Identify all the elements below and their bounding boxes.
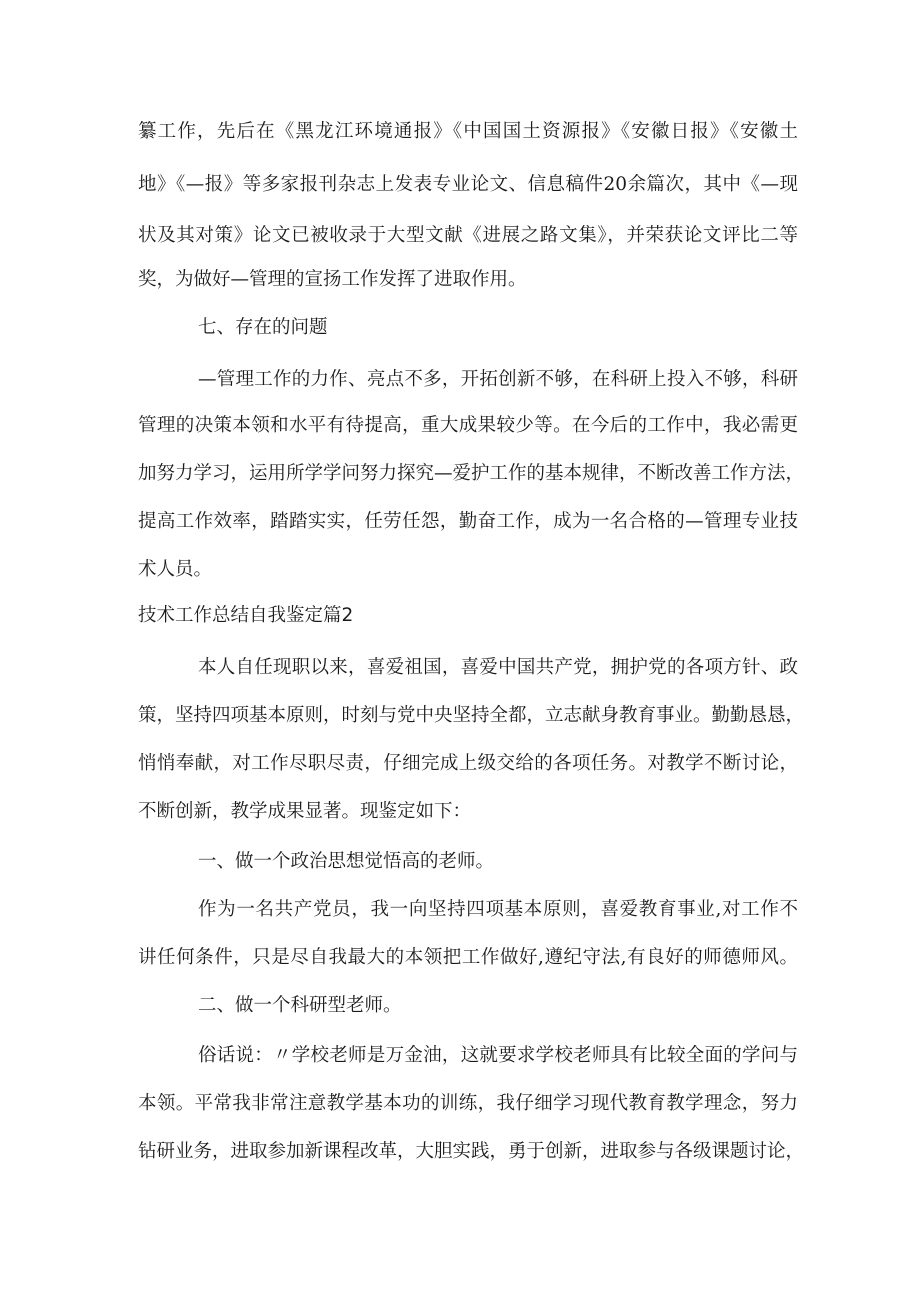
paragraph-line: 作为一名共产党员，我一向坚持四项基本原则，喜爱教育事业,对工作不 [198, 899, 798, 920]
paragraph-line: 俗话说：〃学校老师是万金油，这就要求学校老师具有比较全面的学问与 [198, 1045, 798, 1066]
section-heading: 一、做一个政治思想觉悟高的老师。 [198, 851, 495, 872]
paragraph-line: 本领。平常我非常注意教学基本功的训练，我仔细学习现代教育教学理念，努力 [138, 1093, 798, 1114]
section-heading: 二、做一个科研型老师。 [198, 995, 402, 1016]
paragraph-line: 地》《—报》等多家报刊杂志上发表专业论文、信息稿件20余篇次，其中《—现 [138, 174, 798, 195]
paragraph-line: 本人自任现职以来，喜爱祖国，喜爱中国共产党，拥护党的各项方针、政 [198, 657, 798, 678]
article-title: 技术工作总结自我鉴定篇2 [138, 605, 354, 626]
paragraph-line: 不断创新，教学成果显著。现鉴定如下： [138, 801, 472, 822]
paragraph-line: 状及其对策》论文已被收录于大型文献《进展之路文集》，并荣获论文评比二等 [138, 225, 798, 246]
paragraph-line: 悄悄奉献，对工作尽职尽责，仔细完成上级交给的各项任务。对教学不断讨论， [138, 753, 798, 774]
paragraph-line: 钻研业务，进取参加新课程改革，大胆实践，勇于创新，进取参与各级课题讨论， [138, 1141, 805, 1162]
paragraph-line: 术人员。 [138, 559, 213, 580]
section-heading: 七、存在的问题 [198, 317, 328, 338]
paragraph-line: 管理的决策本领和水平有待提高，重大成果较少等。在今后的工作中，我必需更 [138, 415, 798, 436]
paragraph-line: —管理工作的力作、亮点不多，开拓创新不够，在科研上投入不够，科研 [198, 369, 798, 390]
paragraph-line: 讲任何条件，只是尽自我最大的本领把工作做好,遵纪守法,有良好的师德师风。 [138, 947, 798, 968]
paragraph-line: 纂工作，先后在《黑龙江环境通报》《中国国土资源报》《安徽日报》《安徽土 [138, 121, 798, 142]
paragraph-line: 策，坚持四项基本原则，时刻与党中央坚持全都，立志献身教育事业。勤勤恳恳， [138, 705, 805, 726]
paragraph-line: 奖，为做好—管理的宣扬工作发挥了进取作用。 [138, 269, 527, 290]
paragraph-line: 加努力学习，运用所学学问努力探究—爱护工作的基本规律，不断改善工作方法， [138, 463, 805, 484]
paragraph-line: 提高工作效率，踏踏实实，任劳任怨，勤奋工作，成为一名合格的—管理专业技 [138, 511, 798, 532]
